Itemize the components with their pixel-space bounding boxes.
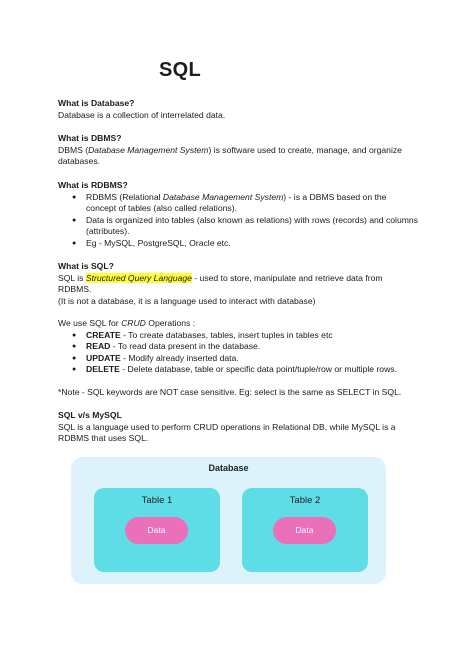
- crud-list: [58, 330, 418, 376]
- list-item: ● Data is organized into tables (also known as relations) with rows (records) and columns (attributes).: [72, 214, 418, 237]
- dbms-definition: [58, 145, 418, 168]
- page-title: SQL: [158, 59, 201, 81]
- rdbms-list: [58, 192, 418, 250]
- table-1-data-pill: Data: [125, 517, 188, 544]
- sql-section: [58, 261, 418, 307]
- bullet-icon: ●: [72, 354, 77, 362]
- sql-highlight: Structured Query Language: [85, 272, 192, 283]
- list-item: ● RDBMS (Relational Database Management System) - is a DBMS based on the concept of tables (also called relations).: [72, 191, 387, 214]
- bullet-icon: ●: [72, 216, 77, 224]
- table-2-title: Table 2: [289, 495, 321, 506]
- sql-definition: SQL is Structured Query Language - used to store, manipulate and retrieve data from RDBMS.: [58, 272, 383, 295]
- dbms-prefix: DBMS (: [58, 144, 89, 155]
- dbms-section: [58, 133, 418, 168]
- crud-intro: We use SQL for CRUD Operations :: [58, 318, 196, 328]
- database-heading: What is Database?: [58, 98, 135, 108]
- sql-note: (It is not a database, it is a language used to interact with database): [58, 295, 316, 306]
- table-2-data-pill: Data: [273, 517, 336, 544]
- bullet-icon: ●: [72, 343, 77, 351]
- bullet-icon: ●: [72, 366, 77, 374]
- bullet-icon: ●: [72, 331, 77, 339]
- list-item: ● READ - To read data present in the database.: [72, 341, 261, 352]
- sql-vs-mysql-body: SQL is a language used to perform CRUD operations in Relational DB, while MySQL is a RDBMS that uses SQL.: [58, 421, 396, 444]
- list-item: ● UPDATE - Modify already inserted data.: [72, 352, 239, 363]
- list-item: ● DELETE - Delete database, table or specific data point/tuple/row or multiple rows.: [72, 364, 397, 375]
- sql-heading: What is SQL?: [58, 261, 114, 271]
- table-1-title: Table 1: [141, 495, 173, 506]
- crud-section: [58, 318, 418, 376]
- list-item: ● Eg - MySQL, PostgreSQL, Oracle etc.: [72, 237, 231, 248]
- rdbms-heading: What is RDBMS?: [58, 180, 128, 190]
- bullet-icon: ●: [72, 193, 77, 201]
- diagram-title: Database: [208, 463, 249, 473]
- dbms-italic: Database Management System: [88, 144, 209, 155]
- database-section: [58, 98, 418, 121]
- dbms-suffix: ) is software used to create, manage, and organize databases.: [58, 144, 402, 167]
- dbms-heading: What is DBMS?: [58, 133, 122, 143]
- note-line: *Note - SQL keywords are NOT case sensitive. Eg: select is the same as SELECT in SQL.: [58, 387, 402, 397]
- database-diagram: [71, 457, 386, 584]
- rdbms-section: [58, 180, 418, 250]
- sql-vs-mysql-heading: SQL v/s MySQL: [58, 410, 122, 420]
- bullet-icon: ●: [72, 239, 77, 247]
- sql-vs-mysql-section: [58, 410, 418, 445]
- table-2-box: [242, 488, 368, 572]
- list-item: ● CREATE - To create databases, tables, insert tuples in tables etc: [72, 329, 333, 340]
- database-definition: Database is a collection of interrelated data.: [58, 109, 226, 120]
- table-1-box: [94, 488, 220, 572]
